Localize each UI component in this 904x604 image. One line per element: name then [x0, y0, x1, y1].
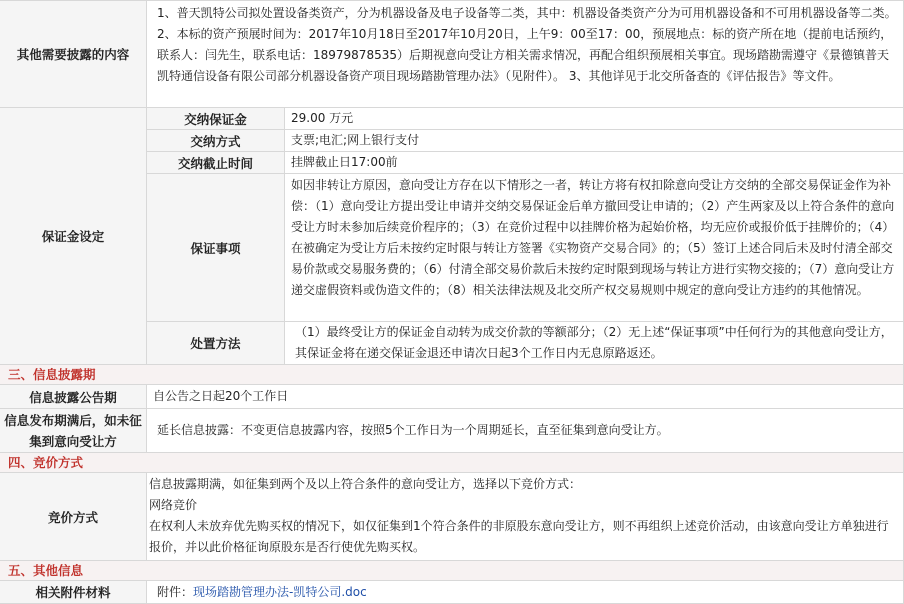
- disclosure-period-row: [0, 384, 904, 408]
- disclosure-extend-row: [0, 408, 904, 452]
- deposit-method-value: 支票;电汇;网上银行支付: [284, 130, 904, 151]
- other-disclosure-row: [0, 0, 904, 107]
- deposit-method-row: [146, 129, 904, 151]
- other-disclosure-text: 1、普天凯特公司拟处置设备类资产，分为机器设备及电子设备等二类，其中：机器设备类资产分为可用机器设备和不可用机器设备等二类。 2、本标的资产预展时间为：2017年10月18日至2017年10月20日，上午9：00至17：00，预展地点：标的资产所在地（提前电话预约，联系人：闫先生，联系电话：18979878535）后期视意向受让方相关需求情况，再配合组织预展相关事宜。现场踏勘需遵守《景德镇普天凯特通信设备有限公司部分机器设备资产项目现场踏勘管理办法》（见附件）。 3、其他详见于北交所备查的《评估报告》等文件。: [146, 1, 904, 107]
- bidding-method: 网络竞价: [149, 498, 198, 512]
- bidding-row: [0, 472, 904, 560]
- deposit-amount-value: 29.00 万元: [284, 108, 904, 129]
- deposit-handling-row: [146, 321, 904, 364]
- attachment-link[interactable]: 现场踏勘管理办法-凯特公司.doc: [193, 584, 367, 599]
- deposit-label: 保证金设定: [0, 108, 146, 364]
- deposit-deadline-row: [146, 151, 904, 173]
- section-other-info-title: 五、其他信息: [0, 560, 904, 580]
- other-disclosure-label: 其他需要披露的内容: [0, 1, 146, 107]
- deposit-handling-value: （1）最终受让方的保证金自动转为成交价款的等额部分；（2）无上述“保证事项”中任何行为的其他意向受让方，其保证金将在递交保证金退还申请次日起3个工作日内无息原路返还。: [284, 322, 904, 364]
- deposit-deadline-label: 交纳截止时间: [146, 152, 284, 173]
- deposit-amount-label: 交纳保证金: [146, 108, 284, 129]
- deposit-handling-label: 处置方法: [146, 322, 284, 364]
- deposit-amount-row: [146, 107, 904, 129]
- deposit-matters-value: 如因非转让方原因，意向受让方存在以下情形之一者，转让方将有权扣除意向受让方交纳的全部交易保证金作为补偿：（1）意向受让方提出受让申请并交纳交易保证金后单方撤回受让申请的；（2）产生两家及以上符合条件的意向受让方时未参加后续竞价程序的；（3）在竞价过程中以挂牌价格为起始价格，均无应价或报价低于挂牌价的；（4）在被确定为受让方后未按约定时限与转让方签署《实物资产交易合同》的；（5）签订上述合同后未及时付清全部交易价款或交易服务费的；（6）付清全部交易价款后未按约定时限到现场与转让方进行实物交接的；（7）意向受让方递交虚假资料或伪造文件的；（8）相关法律法规及北交所产权交易规则中规定的意向受让方违约的其他情况。: [284, 174, 904, 321]
- attachment-row: [0, 580, 904, 603]
- disclosure-extend-label: 信息发布期满后，如未征集到意向受让方: [0, 409, 146, 452]
- disclosure-period-value: 自公告之日起20个工作日: [146, 385, 904, 408]
- disclosure-period-label: 信息披露公告期: [0, 385, 146, 408]
- bidding-intro: 信息披露期满，如征集到两个及以上符合条件的意向受让方，选择以下竞价方式：: [149, 477, 582, 491]
- attachment-label: 相关附件材料: [0, 581, 146, 603]
- bidding-label: 竞价方式: [0, 473, 146, 560]
- attachment-value: [146, 581, 904, 603]
- deposit-matters-row: [146, 173, 904, 321]
- section-disclosure-period-title: 三、信息披露期: [0, 364, 904, 384]
- bidding-note: 在权利人未放弃优先购买权的情况下，如仅征集到1个符合条件的非原股东意向受让方，则不再组织上述竞价活动，由该意向受让方单独进行报价，并以此价格征询原股东是否行使优先购买权。: [149, 519, 889, 554]
- section-bidding-title: 四、竞价方式: [0, 452, 904, 472]
- deposit-matters-label: 保证事项: [146, 174, 284, 321]
- attachment-prefix: 附件：: [157, 584, 194, 599]
- deposit-deadline-value: 挂牌截止日17:00前: [284, 152, 904, 173]
- deposit-method-label: 交纳方式: [146, 130, 284, 151]
- disclosure-extend-value: 延长信息披露：不变更信息披露内容，按照5个工作日为一个周期延长，直至征集到意向受让方。: [146, 409, 904, 452]
- bidding-content: [146, 473, 904, 560]
